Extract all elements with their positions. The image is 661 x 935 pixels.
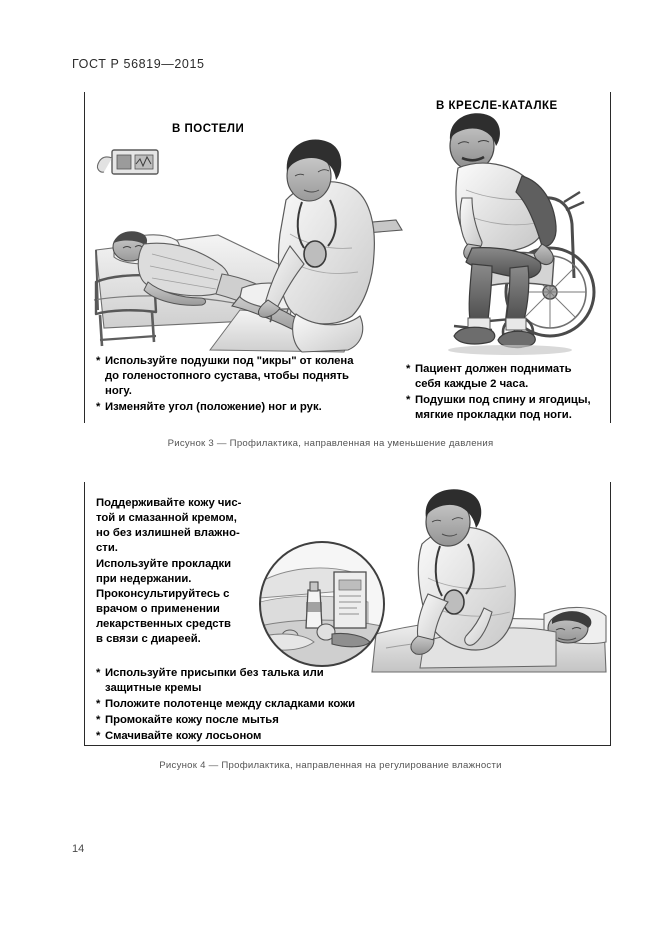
bullet-marker: * [96, 355, 101, 367]
bullet-item [96, 697, 426, 712]
bullet-item [96, 713, 426, 728]
skincare-products-inset [260, 542, 384, 666]
bullet-line: Подушки под спину и ягодицы, [415, 393, 591, 406]
bullet-line: Изменяйте угол (положение) ног и рук. [105, 400, 322, 413]
paragraph-line: Поддерживайте кожу чис- [96, 497, 242, 509]
figure-3-bed-bullets [96, 354, 396, 416]
bullet-text [105, 729, 426, 744]
bullet-line: себя каждые 2 часа. [415, 377, 529, 390]
bullet-line: Используйте подушки под "икры" от колена [105, 355, 354, 367]
bullet-text [105, 666, 426, 696]
paragraph-line: Проконсультируйтесь с [96, 587, 230, 600]
bullet-text [415, 393, 606, 423]
paragraph-line: в связи с диареей. [96, 633, 201, 646]
bullet-line: Пациент должен поднимать [415, 363, 572, 375]
patient-in-wheelchair [450, 113, 556, 347]
illustration-nurse-skincare-bedside [256, 486, 608, 676]
bullet-line: Промокайте кожу после мытья [105, 713, 279, 726]
illustration-man-in-wheelchair [414, 106, 600, 356]
figure-4-paragraph [96, 496, 241, 647]
scene-heading-in-wheelchair: В КРЕСЛЕ-КАТАЛКЕ [436, 100, 558, 112]
bullet-marker: * [96, 713, 101, 726]
bullet-text [105, 713, 426, 728]
figure-4 [84, 482, 611, 746]
illustration-nurse-pillow-bed [90, 114, 408, 354]
bullet-item [96, 400, 396, 415]
bullet-text [105, 354, 396, 399]
nurse-figure-2 [411, 489, 515, 654]
wall-monitor-icon [97, 150, 158, 174]
scene-heading-in-bed: В ПОСТЕЛИ [172, 123, 245, 135]
page-number: 14 [72, 843, 85, 855]
bullet-item [406, 362, 606, 392]
bullet-marker: * [96, 667, 101, 679]
paragraph-line: при недержании. [96, 572, 192, 585]
bullet-item [406, 393, 606, 423]
bullet-marker: * [96, 697, 101, 710]
bullet-line: до голеностопного сустава, чтобы поднять [105, 369, 349, 382]
paragraph-line: Используйте прокладки [96, 557, 232, 570]
bullet-line: Положите полотенце между складками кожи [105, 697, 356, 710]
bullet-item [96, 666, 426, 696]
figure-4-caption: Рисунок 4 — Профилактика, направленная на регулирование влажности [159, 760, 502, 771]
bullet-text [105, 400, 396, 415]
paragraph-line: но без излишней влажно- [96, 527, 240, 540]
figure-3-wheelchair-bullets [406, 362, 606, 424]
paragraph-line: сти. [96, 542, 118, 555]
figure-3 [84, 92, 611, 423]
document-header-standard-number: ГОСТ Р 56819—2015 [72, 57, 205, 71]
bullet-marker: * [406, 363, 411, 375]
bullet-line: мягкие прокладки под ноги. [415, 408, 572, 421]
bullet-item [96, 729, 426, 744]
bullet-text [415, 362, 606, 392]
paragraph-line: той и смазанной кремом, [96, 512, 237, 525]
bullet-line: ногу. [105, 384, 132, 397]
bullet-marker: * [96, 729, 101, 742]
bullet-marker: * [406, 393, 411, 406]
bullet-item [96, 354, 396, 399]
bullet-line: Смачивайте кожу лосьоном [105, 729, 262, 742]
bullet-line: Используйте присыпки без талька или [105, 667, 324, 679]
figure-4-bullets [96, 666, 426, 745]
bullet-marker: * [96, 400, 101, 413]
paragraph-line: лекарственных средств [96, 618, 232, 630]
bullet-text [105, 697, 426, 712]
paragraph-line: врачом о применении [96, 602, 220, 615]
figure-3-caption: Рисунок 3 — Профилактика, направленная на уменьшение давления [167, 438, 494, 449]
bullet-line: защитные кремы [105, 681, 202, 694]
